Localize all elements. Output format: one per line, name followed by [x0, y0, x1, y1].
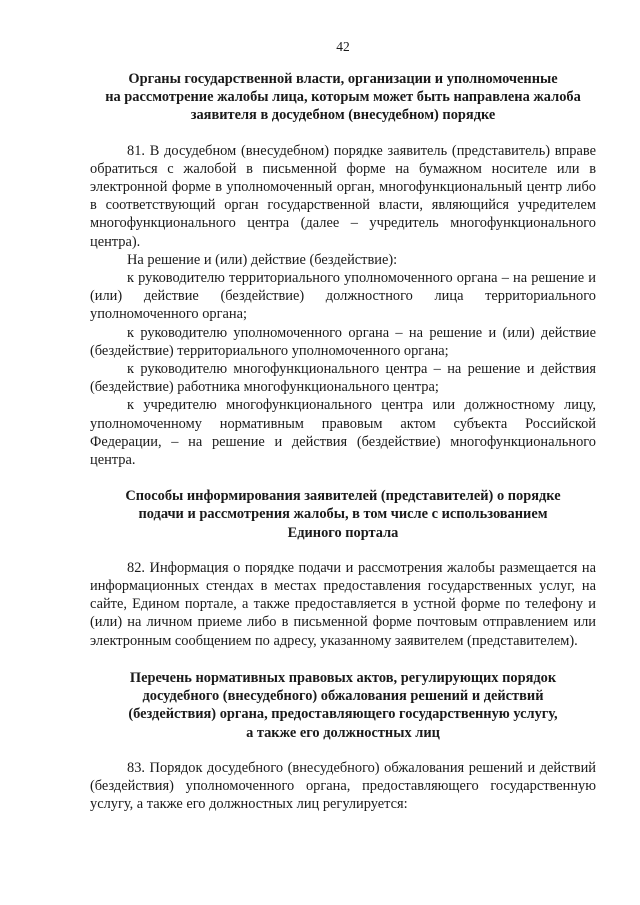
paragraph: к учредителю многофункционального центра или должностному лицу, уполномоченному нормативным правовым актом субъекта Российской Федерации, – на решение и действия (бездействие) многофункционального центра.	[90, 397, 596, 469]
paragraph: к руководителю территориального уполномоченного органа – на решение и (или) действие (бездействие) должностного лица территориального уполномоченного органа;	[90, 270, 596, 323]
heading-line: досудебного (внесудебного) обжалования решений и действий	[142, 688, 544, 705]
paragraph-83: 83. Порядок досудебного (внесудебного) обжалования решений и действий (бездействия) уполномоченного органа, предоставляющего государственную услугу, а также его должностных лиц регулируется:	[90, 759, 596, 813]
paragraph: к руководителю многофункционального центра – на решение и действия (бездействие) работника многофункционального центра;	[90, 361, 596, 396]
heading-line: а также его должностных лиц	[246, 724, 440, 741]
heading-line: Перечень нормативных правовых актов, регулирующих порядок	[129, 669, 557, 686]
page-number: 42	[336, 39, 350, 54]
section-heading	[90, 70, 596, 125]
section-informing-applicants	[90, 487, 596, 650]
section-heading	[90, 487, 596, 542]
heading-line: (бездействия) органа, предоставляющего государственную услугу,	[128, 706, 558, 723]
paragraph: к руководителю уполномоченного органа – на решение и (или) действие (бездействие) территориального уполномоченного органа;	[90, 324, 596, 359]
heading-line: на рассмотрение жалобы лица, которым может быть направлена жалоба	[105, 89, 581, 106]
heading-line: заявителя в досудебном (внесудебном) порядке	[190, 107, 496, 124]
paragraph-82: 82. Информация о порядке подачи и рассмотрения жалобы размещается на информационных стендах в местах предоставления государственных услуг, на сайте, Едином портале, а также предоставляется в устной форме по телефону и (или) на личном приеме либо в письменной форме почтовым отправлением или электронным сообщением по адресу, указанному заявителем (представителем).	[90, 559, 596, 649]
heading-line: подачи и рассмотрения жалобы, в том числе с использованием	[138, 506, 548, 523]
section-complaint-bodies	[90, 70, 596, 469]
section-heading	[90, 669, 596, 742]
heading-line: Способы информирования заявителей (представителей) о порядке	[125, 488, 561, 505]
section-regulatory-acts	[90, 669, 596, 813]
paragraph-81: 81. В досудебном (внесудебном) порядке заявитель (представитель) вправе обратиться с жалобой в письменной форме на бумажном носителе или в электронной форме в уполномоченный орган, многофункциональный центр либо в соответствующий орган государственной власти, являющийся учредителем многофункционального центра (далее – учредитель многофункционального центра).	[90, 142, 596, 250]
heading-line: Единого портала	[287, 524, 399, 541]
paragraph: На решение и (или) действие (бездействие):	[127, 251, 398, 268]
heading-line: Органы государственной власти, организации и уполномоченные	[128, 71, 558, 87]
